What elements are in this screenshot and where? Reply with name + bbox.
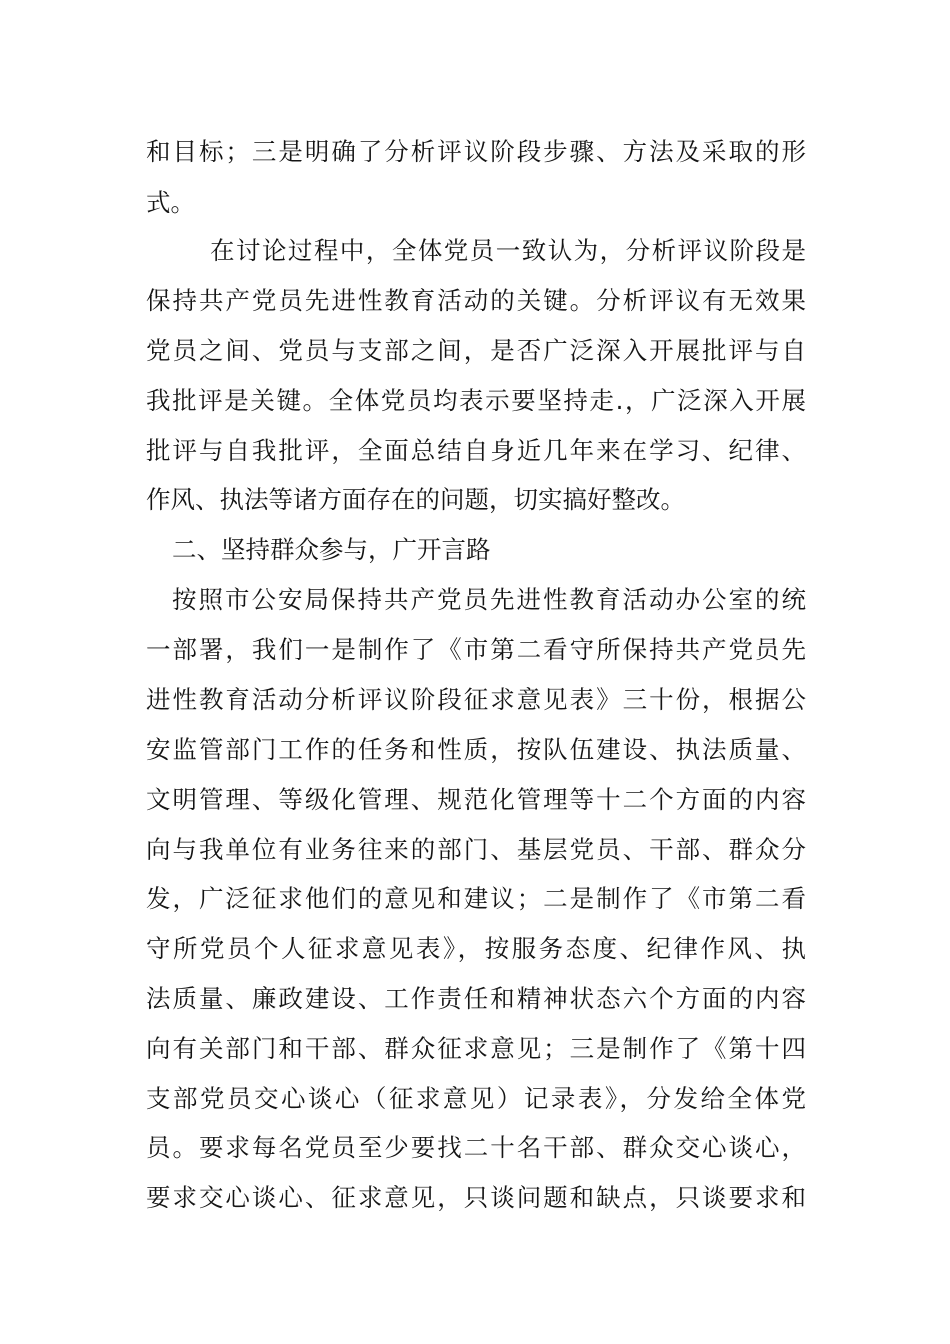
text-line-20: 支部党员交心谈心（征求意见）记录表》，分发给全体党	[146, 1084, 806, 1113]
text-line-15: 向与我单位有业务往来的部门、基层党员、干部、群众分	[146, 835, 806, 864]
text-line-4: 保持共产党员先进性教育活动的关键。分析评议有无效果	[146, 286, 806, 315]
text-line-1: 和目标；三是明确了分析评议阶段步骤、方法及采取的形	[146, 137, 806, 166]
paragraph-3-first-line: 按照市公安局保持共产党员先进性教育活动办公室的统	[172, 585, 806, 614]
text-line-6: 我批评是关键。全体党员均表示要坚持走.，广泛深入开展	[146, 386, 806, 415]
text-line-13: 安监管部门工作的任务和性质，按队伍建设、执法质量、	[146, 735, 806, 764]
text-line-8: 作风、执法等诸方面存在的问题，切实搞好整改。	[146, 485, 685, 514]
text-line-7: 批评与自我批评，全面总结自身近几年来在学习、纪律、	[146, 436, 806, 465]
text-line-5: 党员之间、党员与支部之间，是否广泛深入开展批评与自	[146, 336, 806, 365]
paragraph-2-first-line: 在讨论过程中，全体党员一致认为，分析评议阶段是	[210, 236, 806, 265]
text-line-14: 文明管理、等级化管理、规范化管理等十二个方面的内容	[146, 785, 806, 814]
text-line-11: 一部署，我们一是制作了《市第二看守所保持共产党员先	[146, 635, 806, 664]
text-line-19: 向有关部门和干部、群众征求意见；三是制作了《第十四	[146, 1034, 806, 1063]
text-line-12: 进性教育活动分析评议阶段征求意见表》三十份，根据公	[146, 685, 806, 714]
text-line-18: 法质量、廉政建设、工作责任和精神状态六个方面的内容	[146, 984, 806, 1013]
text-line-16: 发，广泛征求他们的意见和建议；二是制作了《市第二看	[146, 884, 806, 913]
section-heading: 二、坚持群众参与，广开言路	[172, 535, 491, 564]
text-line-2: 式。	[146, 188, 195, 217]
text-line-21: 员。要求每名党员至少要找二十名干部、群众交心谈心，	[146, 1133, 806, 1162]
text-line-22: 要求交心谈心、征求意见，只谈问题和缺点，只谈要求和	[146, 1183, 806, 1212]
text-line-17: 守所党员个人征求意见表》，按服务态度、纪律作风、执	[146, 934, 806, 963]
